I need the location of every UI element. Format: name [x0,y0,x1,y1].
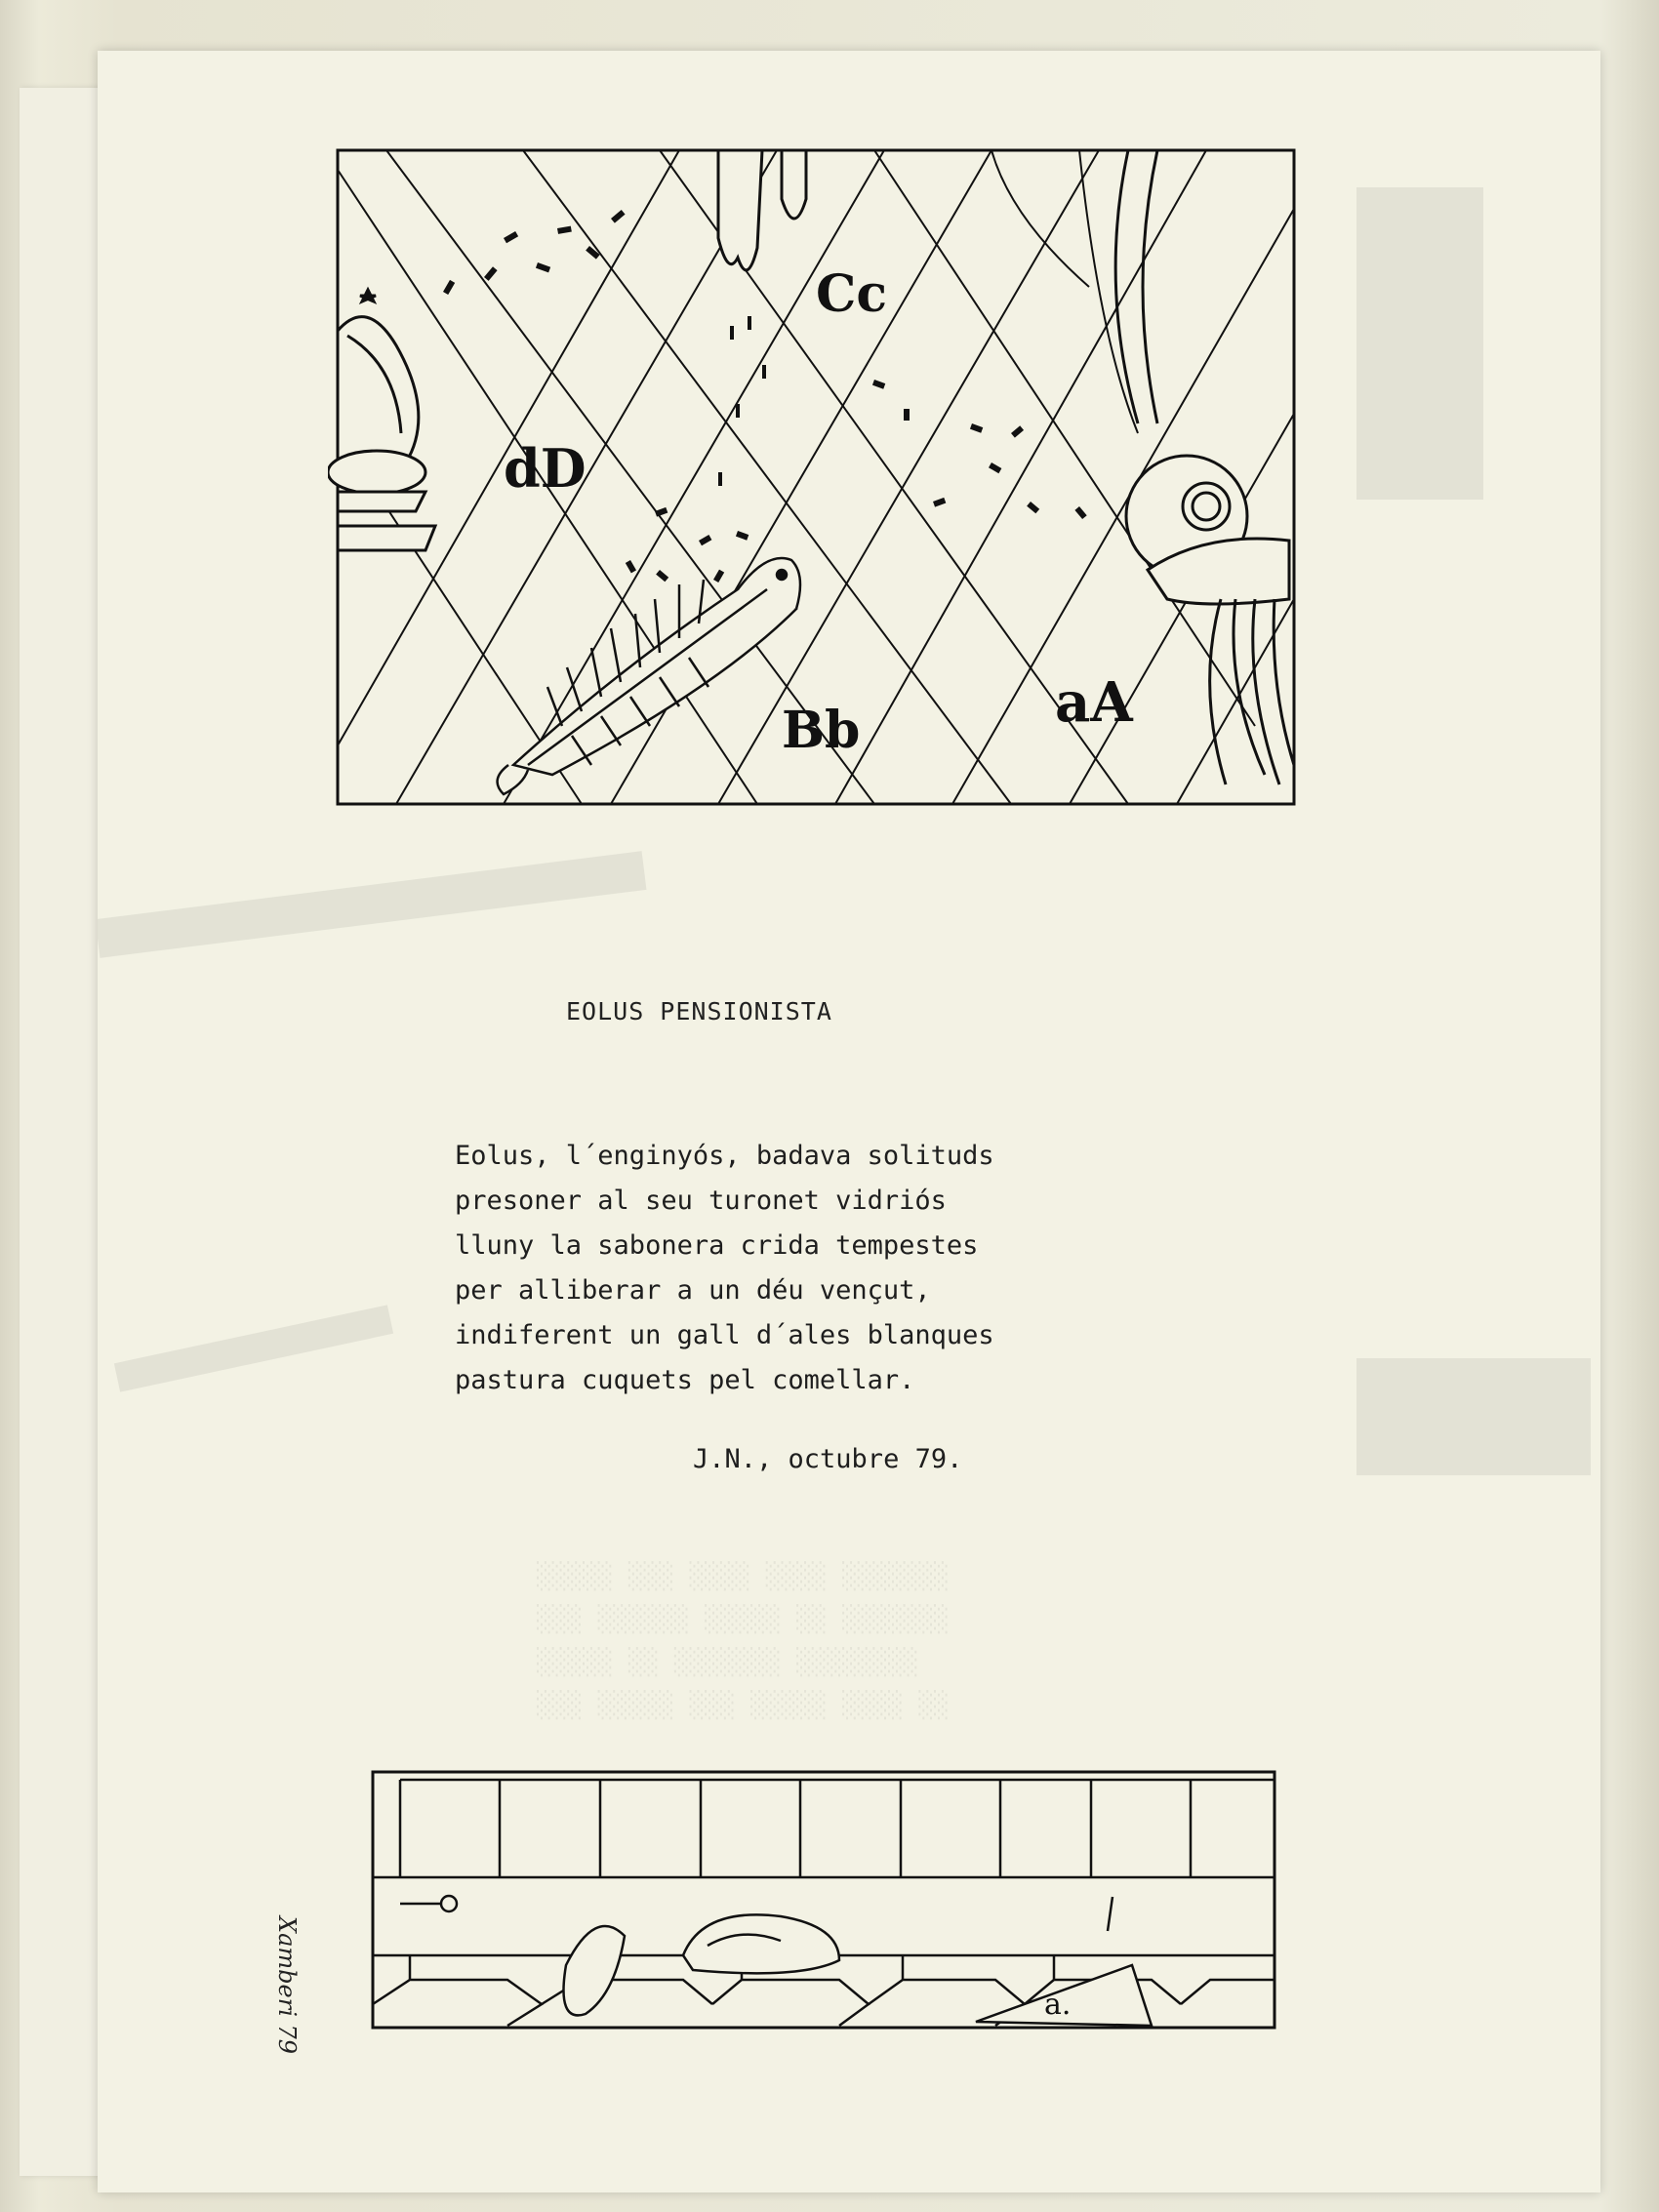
jar-drawing [328,290,435,550]
letter-cc: Cc [816,264,888,324]
poem-body [455,1134,994,1403]
top-illustration [328,141,1304,814]
fish-skeleton-drawing [498,558,800,794]
show-through-text: ░░░░░ ░░░ ░░░░ ░░░░ ░░░░░░░ ░░░ ░░░░░░ ░░░░░ ░░ ░░░░░░░ ░░░░░ ░░ ░░░░░░░ ░░░░░░░░ ░░░ ░░░░░ ░░░ ░░░░░ ░░░░ ░░ [537,1562,950,1720]
bottom-letter-a: a. [1044,1988,1072,2022]
letter-dd: dD [504,437,587,500]
artist-signature: Xamberi 79 [273,1916,301,2055]
document-page [98,51,1600,2192]
poem-line-2: presoner al seu turonet vidriós [455,1186,947,1216]
poem-line-5: indiferent un gall d´ales blanques [455,1320,994,1350]
letter-aa: aA [1055,670,1133,735]
poem-line-4: per alliberar a un déu vençut, [455,1275,931,1306]
diving-helmet-drawing [991,150,1294,784]
falling-fragments [443,210,1087,583]
letter-bb: Bb [782,701,861,760]
poem-line-1: Eolus, l´enginyós, badava solituds [455,1141,994,1171]
poem-signature: J.N., octubre 79. [693,1444,963,1474]
drip-drawing [718,150,806,270]
poem-line-3: lluny la sabonera crida tempestes [455,1230,979,1261]
poem-line-6: pastura cuquets pel comellar. [455,1365,915,1395]
bottom-illustration [371,1770,1278,2082]
poem-title: EOLUS PENSIONISTA [566,997,832,1026]
